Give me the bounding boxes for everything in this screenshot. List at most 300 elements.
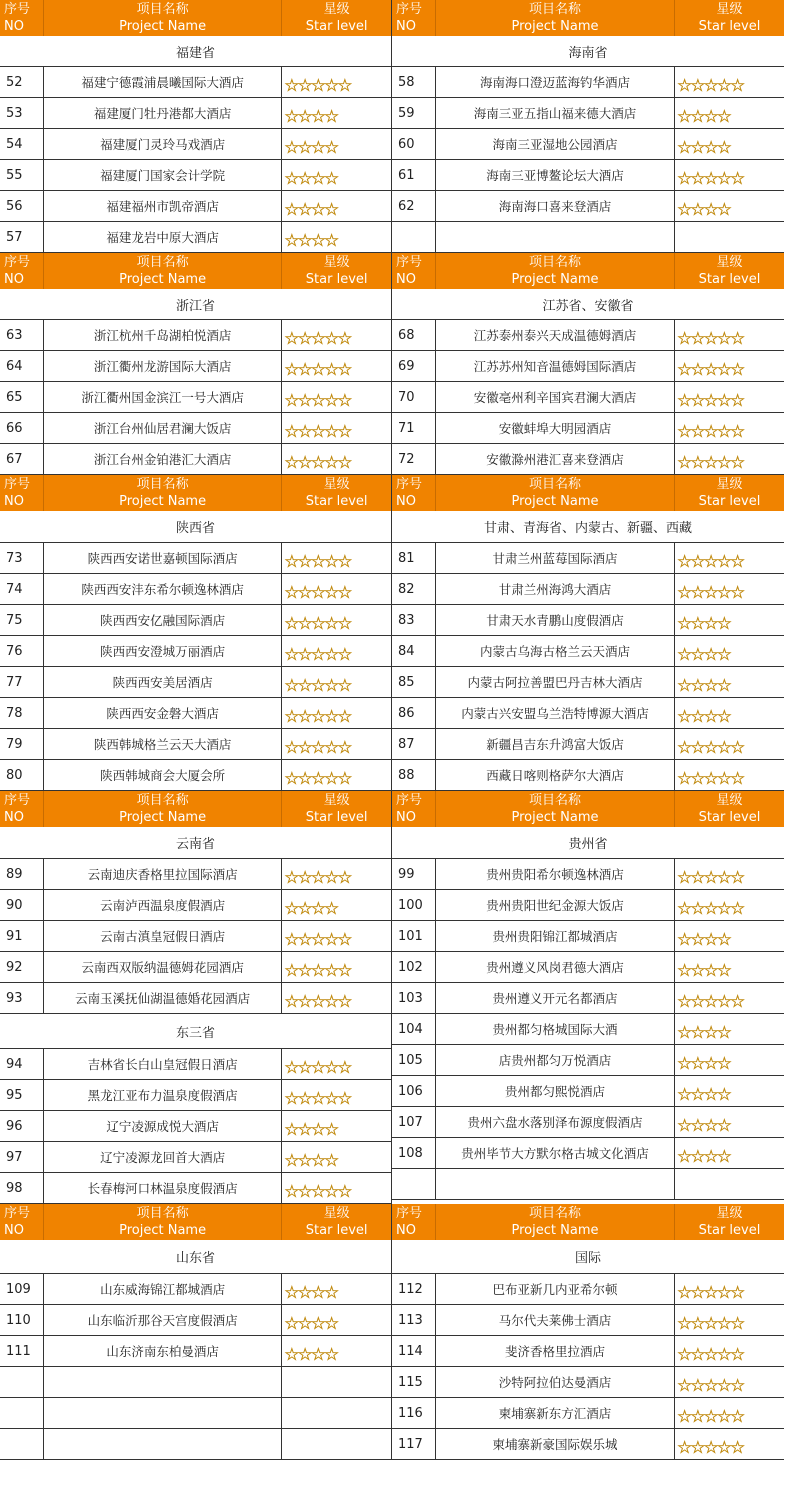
hotel-name: 内蒙古兴安盟乌兰浩特博源大酒店 — [436, 698, 675, 728]
hotel-no: 61 — [392, 160, 436, 190]
hotel-name: 甘肃天水青鹏山度假酒店 — [436, 605, 675, 635]
table-row — [392, 1107, 784, 1138]
table-row — [0, 1274, 391, 1305]
table-row — [0, 1111, 391, 1142]
header-no-en: NO — [4, 272, 24, 287]
header-name — [436, 0, 675, 36]
star-icons: ☆☆☆☆ — [284, 107, 338, 127]
header-star — [675, 0, 784, 36]
star-level — [675, 1014, 784, 1044]
star-level — [675, 222, 784, 252]
header-star-cn: 星级 — [716, 255, 743, 270]
hotel-no: 55 — [0, 160, 44, 190]
star-level — [675, 760, 784, 790]
hotel-no: 79 — [0, 729, 44, 759]
hotel-name: 海南海口澄迈蓝海钓华酒店 — [436, 67, 675, 97]
star-icons: ☆☆☆☆☆ — [677, 1314, 744, 1334]
table-row — [392, 444, 784, 475]
star-icons: ☆☆☆☆☆ — [284, 961, 351, 981]
header-name — [44, 475, 282, 511]
header-no-cn: 序号 — [396, 1206, 423, 1221]
hotel-no: 82 — [392, 574, 436, 604]
header-star — [282, 475, 391, 511]
hotel-name: 柬埔寨新豪国际娱乐城 — [436, 1429, 675, 1459]
hotel-name: 安徽蚌埠大明园酒店 — [436, 413, 675, 443]
table-header — [392, 253, 784, 289]
star-icons: ☆☆☆☆☆ — [284, 453, 351, 473]
table-row — [0, 191, 391, 222]
hotel-no: 107 — [392, 1107, 436, 1137]
left-column — [0, 253, 392, 475]
star-icons: ☆☆☆☆☆ — [677, 453, 744, 473]
hotel-no: 86 — [392, 698, 436, 728]
hotel-name: 浙江杭州千岛湖柏悦酒店 — [44, 320, 282, 350]
hotel-no: 52 — [0, 67, 44, 97]
star-level — [282, 890, 391, 920]
right-column — [392, 1204, 784, 1460]
star-icons: ☆☆☆☆ — [677, 707, 730, 727]
table-row — [392, 129, 784, 160]
table-row — [392, 698, 784, 729]
star-level — [282, 636, 391, 666]
star-icons: ☆☆☆☆☆ — [284, 552, 351, 572]
hotel-no: 102 — [392, 952, 436, 982]
header-no-cn: 序号 — [4, 793, 31, 808]
table-row — [0, 1173, 391, 1204]
table-header — [0, 1204, 391, 1240]
table-row — [0, 444, 391, 475]
hotel-name: 浙江衢州龙游国际大酒店 — [44, 351, 282, 381]
header-star-cn: 星级 — [716, 793, 743, 808]
table-row — [0, 1367, 391, 1398]
table-row — [392, 191, 784, 222]
star-icons: ☆☆☆☆☆ — [284, 1089, 351, 1109]
table-row — [392, 921, 784, 952]
header-star-en: Star level — [305, 1223, 368, 1238]
hotel-name: 福建福州市凯帝酒店 — [44, 191, 282, 221]
star-icons: ☆☆☆☆ — [284, 1345, 338, 1365]
star-level — [282, 574, 391, 604]
hotel-name: 陕西西安美居酒店 — [44, 667, 282, 697]
header-no-en: NO — [4, 494, 24, 509]
hotel-no: 90 — [0, 890, 44, 920]
star-icons: ☆☆☆☆☆ — [677, 329, 744, 349]
hotel-no: 64 — [0, 351, 44, 381]
star-level — [675, 160, 784, 190]
header-no — [392, 1204, 436, 1240]
header-name — [44, 1204, 282, 1240]
star-level — [675, 636, 784, 666]
hotel-no: 66 — [0, 413, 44, 443]
header-star-cn: 星级 — [323, 793, 350, 808]
hotel-name: 黑龙江亚布力温泉度假酒店 — [44, 1080, 282, 1110]
hotel-name: 店贵州都匀万悦酒店 — [436, 1045, 675, 1075]
table-row — [0, 698, 391, 729]
hotel-no: 95 — [0, 1080, 44, 1110]
hotel-name: 贵州遵义风岗君德大酒店 — [436, 952, 675, 982]
table-row — [0, 636, 391, 667]
table-row — [0, 890, 391, 921]
table-row — [0, 1142, 391, 1173]
hotel-no: 88 — [392, 760, 436, 790]
table-row — [392, 351, 784, 382]
star-level — [282, 67, 391, 97]
table-header — [392, 791, 784, 827]
star-level — [282, 729, 391, 759]
hotel-name: 福建厦门牡丹港都大酒店 — [44, 98, 282, 128]
hotel-no: 94 — [0, 1049, 44, 1079]
region-section — [0, 253, 784, 475]
hotel-name: 云南西双版纳温德姆花园酒店 — [44, 952, 282, 982]
header-no-cn: 序号 — [396, 255, 423, 270]
header-star-en: Star level — [305, 19, 368, 34]
table-row — [392, 1336, 784, 1367]
star-level — [675, 890, 784, 920]
table-row — [392, 1045, 784, 1076]
hotel-no: 70 — [392, 382, 436, 412]
star-level — [675, 320, 784, 350]
header-star-en: Star level — [698, 1223, 761, 1238]
table-row — [392, 859, 784, 890]
header-no-en: NO — [396, 272, 416, 287]
star-icons: ☆☆☆☆ — [284, 200, 338, 220]
star-level — [282, 413, 391, 443]
star-level — [675, 1305, 784, 1335]
header-name — [44, 791, 282, 827]
hotel-name: 贵州都匀熙悦酒店 — [436, 1076, 675, 1106]
header-no-cn: 序号 — [4, 1206, 31, 1221]
header-no — [0, 791, 44, 827]
hotel-name — [436, 222, 675, 252]
star-level — [675, 98, 784, 128]
star-icons: ☆☆☆☆ — [677, 961, 730, 981]
header-name-cn: 项目名称 — [528, 793, 581, 808]
header-name-en: Project Name — [119, 272, 207, 287]
hotel-no: 58 — [392, 67, 436, 97]
hotel-no: 80 — [0, 760, 44, 790]
hotel-name: 海南三亚博鳌论坛大酒店 — [436, 160, 675, 190]
table-row — [0, 983, 391, 1014]
header-no — [392, 475, 436, 511]
table-row — [0, 760, 391, 791]
table-row — [0, 1429, 391, 1460]
hotel-name: 陕西西安诺世嘉顿国际酒店 — [44, 543, 282, 573]
star-icons: ☆☆☆☆ — [677, 614, 730, 634]
star-level — [675, 1045, 784, 1075]
star-level — [282, 129, 391, 159]
table-row — [392, 574, 784, 605]
star-icons: ☆☆☆☆☆ — [284, 676, 351, 696]
right-column — [392, 791, 784, 1204]
header-star-en: Star level — [305, 272, 368, 287]
header-no — [0, 1204, 44, 1240]
hotel-name: 浙江台州金铂港汇大酒店 — [44, 444, 282, 474]
star-level — [675, 983, 784, 1013]
hotel-no: 68 — [392, 320, 436, 350]
star-icons: ☆☆☆☆ — [677, 645, 730, 665]
hotel-no: 75 — [0, 605, 44, 635]
star-level — [282, 191, 391, 221]
star-level — [675, 67, 784, 97]
hotel-name: 西藏日喀则格萨尔大酒店 — [436, 760, 675, 790]
star-level — [282, 160, 391, 190]
star-level — [282, 1111, 391, 1141]
header-star — [282, 253, 391, 289]
table-row — [392, 160, 784, 191]
hotel-name: 斐济香格里拉酒店 — [436, 1336, 675, 1366]
table-row — [392, 667, 784, 698]
hotel-name: 福建龙岩中原大酒店 — [44, 222, 282, 252]
star-level — [675, 382, 784, 412]
header-name-en: Project Name — [119, 494, 207, 509]
province-title: 山东省 — [0, 1240, 391, 1274]
hotel-no: 92 — [0, 952, 44, 982]
star-level — [675, 351, 784, 381]
right-column — [392, 0, 784, 253]
table-row — [392, 1138, 784, 1169]
star-level — [675, 1076, 784, 1106]
hotel-name: 海南三亚五指山福来德大酒店 — [436, 98, 675, 128]
header-star-en: Star level — [698, 810, 761, 825]
star-icons: ☆☆☆☆☆ — [677, 360, 744, 380]
province-title: 江苏省、安徽省 — [392, 289, 784, 320]
star-icons: ☆☆☆☆☆ — [284, 422, 351, 442]
region-section — [0, 475, 784, 791]
province-title: 云南省 — [0, 827, 391, 859]
table-row — [392, 413, 784, 444]
hotel-name: 贵州贵阳锦江都城酒店 — [436, 921, 675, 951]
hotel-no: 115 — [392, 1367, 436, 1397]
star-icons: ☆☆☆☆☆ — [284, 992, 351, 1012]
table-row — [0, 859, 391, 890]
table-row — [0, 382, 391, 413]
hotel-name — [436, 1169, 675, 1199]
header-name-cn: 项目名称 — [136, 255, 189, 270]
star-icons: ☆☆☆☆☆ — [284, 76, 351, 96]
hotel-no: 105 — [392, 1045, 436, 1075]
hotel-no: 116 — [392, 1398, 436, 1428]
star-icons: ☆☆☆☆ — [284, 1314, 338, 1334]
table-row — [392, 222, 784, 253]
star-icons: ☆☆☆☆☆ — [284, 360, 351, 380]
star-icons: ☆☆☆☆☆ — [677, 1407, 744, 1427]
hotel-no: 96 — [0, 1111, 44, 1141]
table-row — [0, 1080, 391, 1111]
table-row — [392, 382, 784, 413]
table-row — [0, 320, 391, 351]
hotel-no: 57 — [0, 222, 44, 252]
table-header — [0, 791, 391, 827]
star-icons: ☆☆☆☆☆ — [677, 769, 744, 789]
header-no-cn: 序号 — [4, 2, 31, 17]
header-star-cn: 星级 — [323, 255, 350, 270]
header-star-cn: 星级 — [323, 2, 350, 17]
header-name-en: Project Name — [511, 272, 599, 287]
table-row — [392, 729, 784, 760]
star-icons: ☆☆☆☆☆ — [677, 583, 744, 603]
hotel-no: 98 — [0, 1173, 44, 1203]
star-level — [675, 921, 784, 951]
hotel-no: 114 — [392, 1336, 436, 1366]
hotel-name — [44, 1429, 282, 1459]
hotel-no: 103 — [392, 983, 436, 1013]
hotel-name: 新疆昌吉东升鸿富大饭店 — [436, 729, 675, 759]
table-row — [392, 1367, 784, 1398]
table-row — [0, 1305, 391, 1336]
hotel-name: 山东临沂那谷天宫度假酒店 — [44, 1305, 282, 1335]
table-header — [392, 475, 784, 511]
star-level — [282, 760, 391, 790]
hotel-name: 山东济南东柏曼酒店 — [44, 1336, 282, 1366]
province-title: 福建省 — [0, 36, 391, 67]
star-level — [282, 98, 391, 128]
star-icons: ☆☆☆☆☆ — [677, 738, 744, 758]
star-icons: ☆☆☆☆☆ — [284, 707, 351, 727]
left-column — [0, 791, 392, 1204]
header-star-en: Star level — [698, 272, 761, 287]
table-row — [0, 160, 391, 191]
header-no — [392, 253, 436, 289]
star-icons: ☆☆☆☆☆ — [677, 992, 744, 1012]
hotel-no: 65 — [0, 382, 44, 412]
star-level — [282, 1429, 391, 1459]
star-level — [282, 698, 391, 728]
table-header — [0, 0, 391, 36]
header-name-en: Project Name — [511, 1223, 599, 1238]
hotel-no: 101 — [392, 921, 436, 951]
hotel-name: 吉林省长白山皇冠假日酒店 — [44, 1049, 282, 1079]
hotel-no: 111 — [0, 1336, 44, 1366]
hotel-name: 贵州毕节大方默尔格古城文化酒店 — [436, 1138, 675, 1168]
star-icons: ☆☆☆☆☆ — [284, 329, 351, 349]
hotel-no: 54 — [0, 129, 44, 159]
province-title: 甘肃、青海省、内蒙古、新疆、西藏 — [392, 511, 784, 543]
star-level — [675, 1367, 784, 1397]
star-level — [282, 382, 391, 412]
table-row — [392, 952, 784, 983]
star-level — [675, 543, 784, 573]
header-no — [0, 0, 44, 36]
header-star-en: Star level — [305, 494, 368, 509]
star-level — [282, 921, 391, 951]
star-level — [282, 983, 391, 1013]
header-name-en: Project Name — [511, 494, 599, 509]
hotel-no: 93 — [0, 983, 44, 1013]
star-level — [675, 667, 784, 697]
star-icons: ☆☆☆☆ — [677, 676, 730, 696]
header-name-cn: 项目名称 — [136, 477, 189, 492]
star-level — [282, 1049, 391, 1079]
hotel-no: 81 — [392, 543, 436, 573]
header-star — [675, 253, 784, 289]
table-header — [0, 253, 391, 289]
header-star-cn: 星级 — [323, 1206, 350, 1221]
hotel-name: 海南三亚湿地公园酒店 — [436, 129, 675, 159]
star-level — [675, 859, 784, 889]
star-icons: ☆☆☆☆☆ — [284, 769, 351, 789]
hotel-no: 85 — [392, 667, 436, 697]
table-row — [0, 543, 391, 574]
table-row — [392, 760, 784, 791]
header-no-en: NO — [396, 494, 416, 509]
star-icons: ☆☆☆☆☆ — [284, 583, 351, 603]
left-column — [0, 0, 392, 253]
star-icons: ☆☆☆☆☆ — [677, 1345, 744, 1365]
header-name — [436, 253, 675, 289]
hotel-name: 浙江衢州国金滨江一号大酒店 — [44, 382, 282, 412]
header-star-en: Star level — [698, 19, 761, 34]
hotel-no: 53 — [0, 98, 44, 128]
star-level — [282, 351, 391, 381]
star-level — [282, 1274, 391, 1304]
hotel-name: 沙特阿拉伯达曼酒店 — [436, 1367, 675, 1397]
star-icons: ☆☆☆☆ — [677, 1054, 730, 1074]
header-name-cn: 项目名称 — [528, 477, 581, 492]
header-name-cn: 项目名称 — [136, 1206, 189, 1221]
header-no-cn: 序号 — [396, 2, 423, 17]
hotel-name: 海南海口喜来登酒店 — [436, 191, 675, 221]
header-no-en: NO — [396, 1223, 416, 1238]
star-icons: ☆☆☆☆☆ — [677, 1283, 744, 1303]
hotel-no: 74 — [0, 574, 44, 604]
star-icons: ☆☆☆☆☆ — [284, 645, 351, 665]
table-row — [0, 1049, 391, 1080]
star-level — [282, 543, 391, 573]
hotel-no — [392, 222, 436, 252]
star-icons: ☆☆☆☆ — [284, 1151, 338, 1171]
star-level — [282, 222, 391, 252]
star-level — [675, 698, 784, 728]
star-icons: ☆☆☆☆☆ — [284, 930, 351, 950]
hotel-name: 云南古滇皇冠假日酒店 — [44, 921, 282, 951]
hotel-name: 云南泸西温泉度假酒店 — [44, 890, 282, 920]
hotel-name: 甘肃兰州海鸿大酒店 — [436, 574, 675, 604]
star-icons: ☆☆☆☆ — [677, 200, 730, 220]
hotel-name: 内蒙古乌海古格兰云天酒店 — [436, 636, 675, 666]
star-level — [282, 859, 391, 889]
table-row — [0, 222, 391, 253]
star-icons: ☆☆☆☆☆ — [677, 868, 744, 888]
header-star — [282, 0, 391, 36]
table-row — [0, 98, 391, 129]
header-name-cn: 项目名称 — [136, 2, 189, 17]
star-level — [282, 1367, 391, 1397]
star-icons: ☆☆☆☆ — [284, 1283, 338, 1303]
header-no-en: NO — [4, 19, 24, 34]
province-title: 陕西省 — [0, 511, 391, 543]
hotel-no: 97 — [0, 1142, 44, 1172]
table-row — [0, 1336, 391, 1367]
star-level — [282, 952, 391, 982]
hotel-name: 浙江台州仙居君澜大饭店 — [44, 413, 282, 443]
table-header — [392, 1204, 784, 1240]
header-star-cn: 星级 — [323, 477, 350, 492]
star-icons: ☆☆☆☆☆ — [677, 422, 744, 442]
table-row — [392, 1305, 784, 1336]
star-level — [675, 729, 784, 759]
table-row — [392, 1398, 784, 1429]
star-icons: ☆☆☆☆☆ — [677, 899, 744, 919]
star-level — [675, 574, 784, 604]
table-row — [0, 67, 391, 98]
table-row — [392, 98, 784, 129]
hotel-name — [44, 1367, 282, 1397]
hotel-no: 100 — [392, 890, 436, 920]
table-header — [392, 0, 784, 36]
hotel-no: 112 — [392, 1274, 436, 1304]
hotel-no — [0, 1398, 44, 1428]
header-name-en: Project Name — [119, 19, 207, 34]
